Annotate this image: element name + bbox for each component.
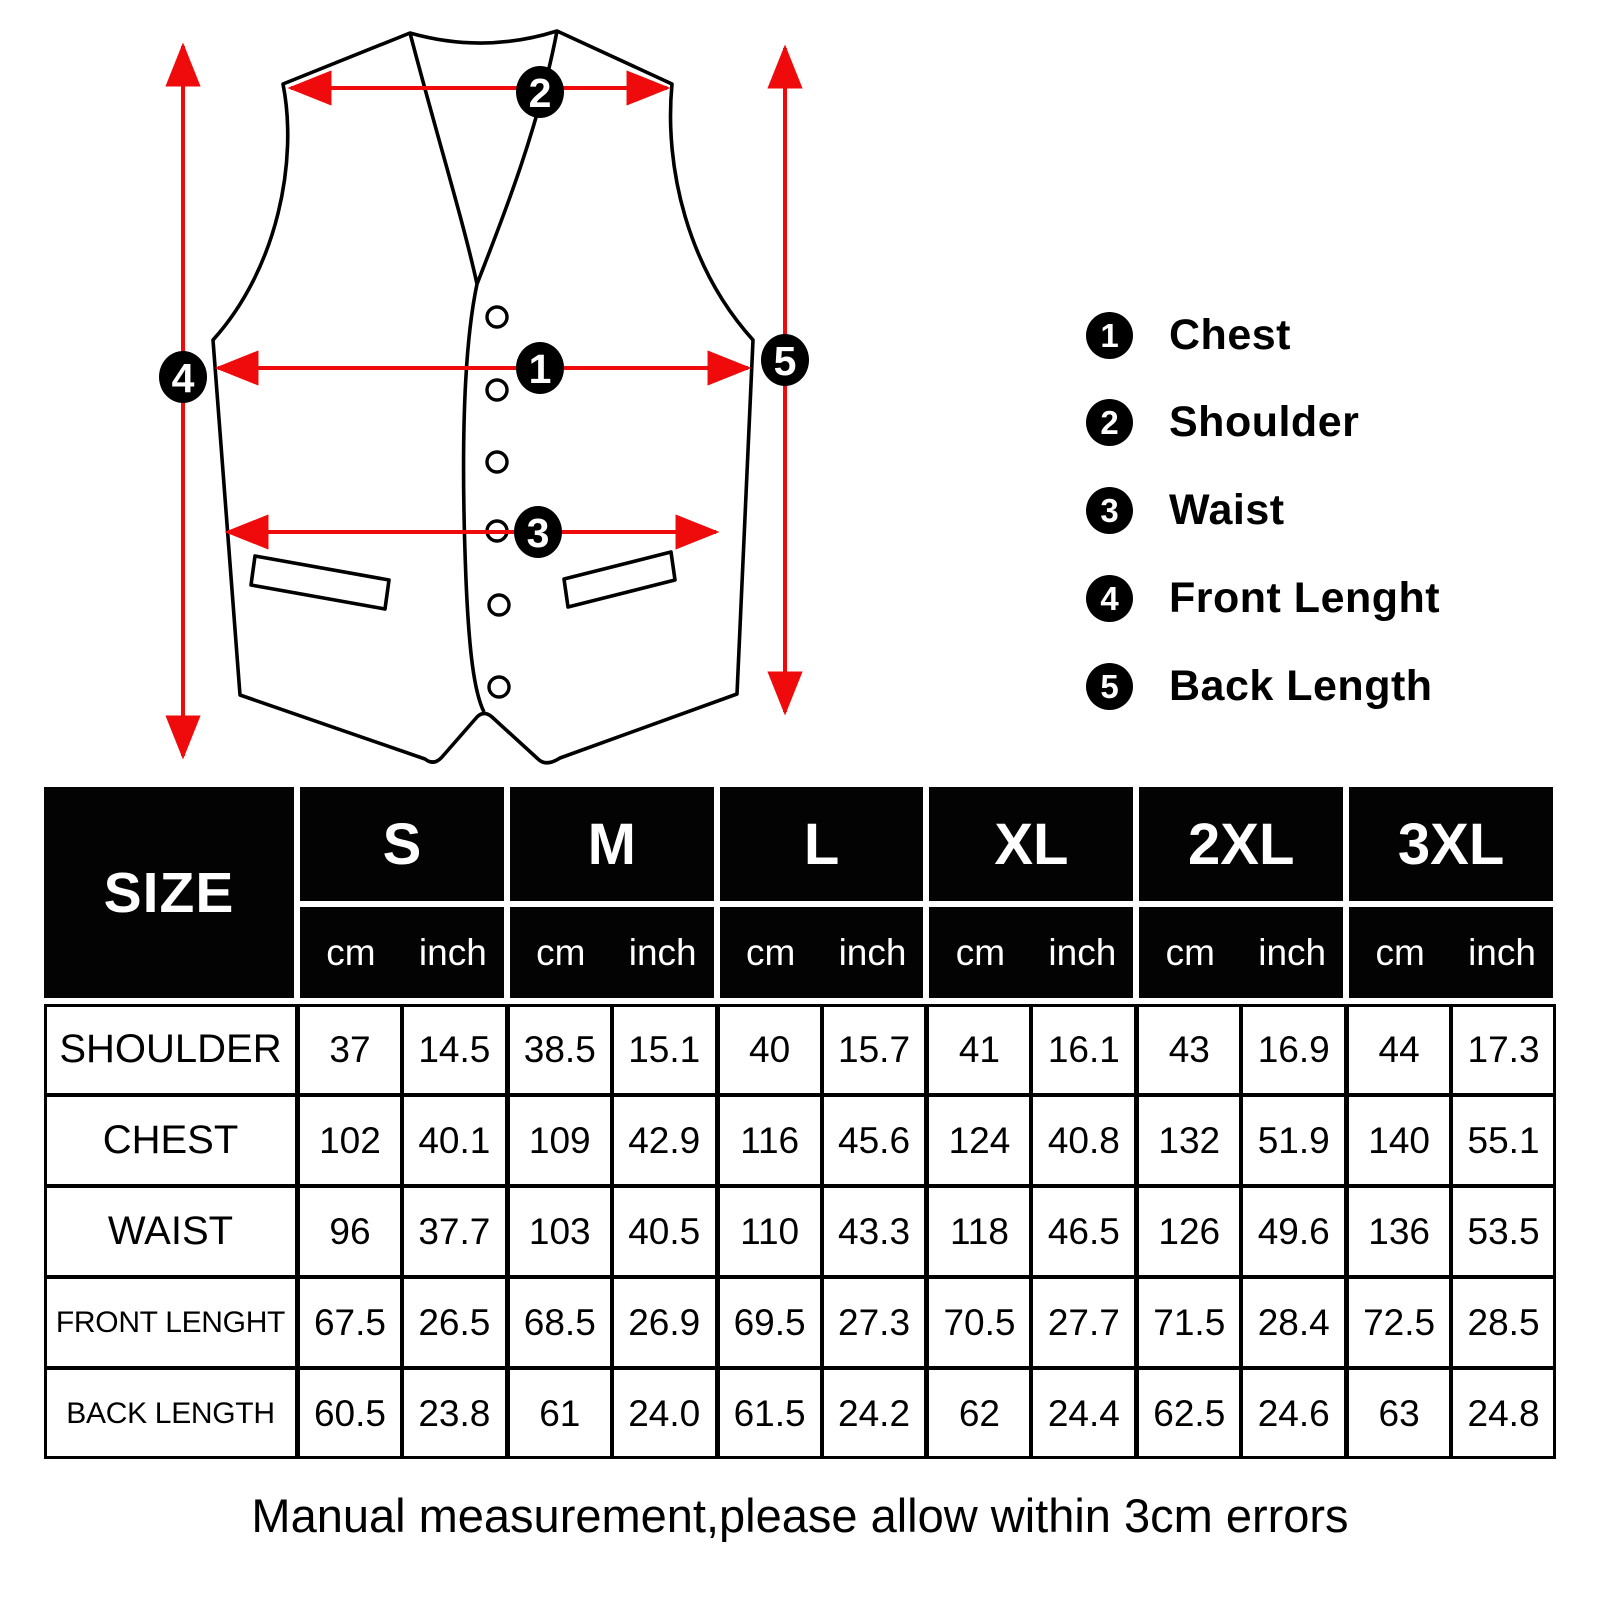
value-cell: 118 (926, 1186, 1031, 1277)
value-cell: 110 (717, 1186, 822, 1277)
value-cell: 68.5 (507, 1277, 612, 1368)
row-label-chest: CHEST (44, 1095, 297, 1186)
value-cell: 55.1 (1451, 1095, 1556, 1186)
value-cell: 37 (297, 1004, 402, 1095)
value-cell: 28.5 (1451, 1277, 1556, 1368)
value-cell: 136 (1346, 1186, 1451, 1277)
table-header-xl: XL (929, 787, 1133, 901)
value-cell: 96 (297, 1186, 402, 1277)
legend-item-shoulder (1086, 398, 1359, 447)
row-label-front-length: FRONT LENGHT (44, 1277, 297, 1368)
value-cell: 27.3 (822, 1277, 927, 1368)
value-cell: 69.5 (717, 1277, 822, 1368)
value-cell: 43.3 (822, 1186, 927, 1277)
unit-label-cm: cm (510, 907, 612, 998)
value-cell: 16.1 (1031, 1004, 1136, 1095)
legend-num-5: 5 (1086, 663, 1133, 710)
row-label-shoulder: SHOULDER (44, 1004, 297, 1095)
value-cell: 67.5 (297, 1277, 402, 1368)
value-cell: 140 (1346, 1095, 1451, 1186)
value-cell: 41 (926, 1004, 1031, 1095)
value-cell: 24.4 (1031, 1368, 1136, 1459)
value-cell: 49.6 (1241, 1186, 1346, 1277)
value-cell: 40 (717, 1004, 822, 1095)
value-cell: 61.5 (717, 1368, 822, 1459)
value-cell: 17.3 (1451, 1004, 1556, 1095)
row-label-waist: WAIST (44, 1186, 297, 1277)
badge-waist: 3 (526, 510, 550, 556)
legend-label-waist: Waist (1169, 486, 1285, 534)
value-cell: 70.5 (926, 1277, 1031, 1368)
table-header-l: L (720, 787, 924, 901)
unit-label-inch: inch (612, 907, 714, 998)
value-cell: 26.5 (402, 1277, 507, 1368)
value-cell: 46.5 (1031, 1186, 1136, 1277)
value-cell: 27.7 (1031, 1277, 1136, 1368)
value-cell: 63 (1346, 1368, 1451, 1459)
measurement-note: Manual measurement,please allow within 3cm errors (251, 1489, 1349, 1542)
vest-measurement-diagram (0, 0, 1600, 780)
badge-shoulder: 2 (528, 70, 552, 116)
value-cell: 37.7 (402, 1186, 507, 1277)
value-cell: 40.5 (612, 1186, 717, 1277)
badge-back-length: 5 (773, 338, 797, 384)
value-cell: 71.5 (1136, 1277, 1241, 1368)
table-header-2xl: 2XL (1139, 787, 1343, 901)
value-cell: 16.9 (1241, 1004, 1346, 1095)
value-cell: 61 (507, 1368, 612, 1459)
value-cell: 72.5 (1346, 1277, 1451, 1368)
value-cell: 62.5 (1136, 1368, 1241, 1459)
unit-label-cm: cm (929, 907, 1031, 998)
unit-label-cm: cm (300, 907, 402, 998)
legend-label-front-length: Front Lenght (1169, 574, 1441, 622)
value-cell: 15.7 (822, 1004, 927, 1095)
value-cell: 132 (1136, 1095, 1241, 1186)
value-cell: 40.1 (402, 1095, 507, 1186)
value-cell: 40.8 (1031, 1095, 1136, 1186)
legend-num-1: 1 (1086, 312, 1133, 359)
value-cell: 24.0 (612, 1368, 717, 1459)
value-cell: 42.9 (612, 1095, 717, 1186)
value-cell: 38.5 (507, 1004, 612, 1095)
value-cell: 23.8 (402, 1368, 507, 1459)
unit-label-cm: cm (1139, 907, 1241, 998)
value-cell: 24.6 (1241, 1368, 1346, 1459)
unit-label-inch: inch (1451, 907, 1553, 998)
table-header-m: M (510, 787, 714, 901)
legend-item-chest (1086, 311, 1291, 360)
value-cell: 102 (297, 1095, 402, 1186)
legend-label-back-length: Back Length (1169, 662, 1433, 710)
value-cell: 60.5 (297, 1368, 402, 1459)
value-cell: 14.5 (402, 1004, 507, 1095)
value-cell: 24.2 (822, 1368, 927, 1459)
value-cell: 24.8 (1451, 1368, 1556, 1459)
row-label-back-length: BACK LENGTH (44, 1368, 297, 1459)
legend-item-back-length (1086, 662, 1433, 711)
value-cell: 109 (507, 1095, 612, 1186)
value-cell: 116 (717, 1095, 822, 1186)
unit-label-inch: inch (1241, 907, 1343, 998)
unit-label-inch: inch (1031, 907, 1133, 998)
unit-label-inch: inch (402, 907, 504, 998)
value-cell: 15.1 (612, 1004, 717, 1095)
legend-num-2: 2 (1086, 399, 1133, 446)
size-chart-table (44, 787, 1556, 1459)
vest-outline (213, 31, 753, 763)
badge-front-length: 4 (171, 355, 195, 401)
unit-label-cm: cm (720, 907, 822, 998)
value-cell: 62 (926, 1368, 1031, 1459)
table-header-s: S (300, 787, 504, 901)
legend-num-4: 4 (1086, 575, 1133, 622)
value-cell: 28.4 (1241, 1277, 1346, 1368)
value-cell: 44 (1346, 1004, 1451, 1095)
legend-num-3: 3 (1086, 487, 1133, 534)
table-header-3xl: 3XL (1349, 787, 1553, 901)
legend-label-shoulder: Shoulder (1169, 398, 1360, 446)
legend-item-waist (1086, 486, 1285, 535)
legend-item-front-length (1086, 574, 1440, 623)
value-cell: 45.6 (822, 1095, 927, 1186)
legend-label-chest: Chest (1169, 311, 1291, 359)
value-cell: 53.5 (1451, 1186, 1556, 1277)
value-cell: 124 (926, 1095, 1031, 1186)
unit-label-inch: inch (822, 907, 924, 998)
value-cell: 43 (1136, 1004, 1241, 1095)
value-cell: 103 (507, 1186, 612, 1277)
badge-chest: 1 (528, 346, 552, 392)
value-cell: 26.9 (612, 1277, 717, 1368)
value-cell: 51.9 (1241, 1095, 1346, 1186)
unit-label-cm: cm (1349, 907, 1451, 998)
value-cell: 126 (1136, 1186, 1241, 1277)
table-header-size: SIZE (44, 787, 294, 998)
